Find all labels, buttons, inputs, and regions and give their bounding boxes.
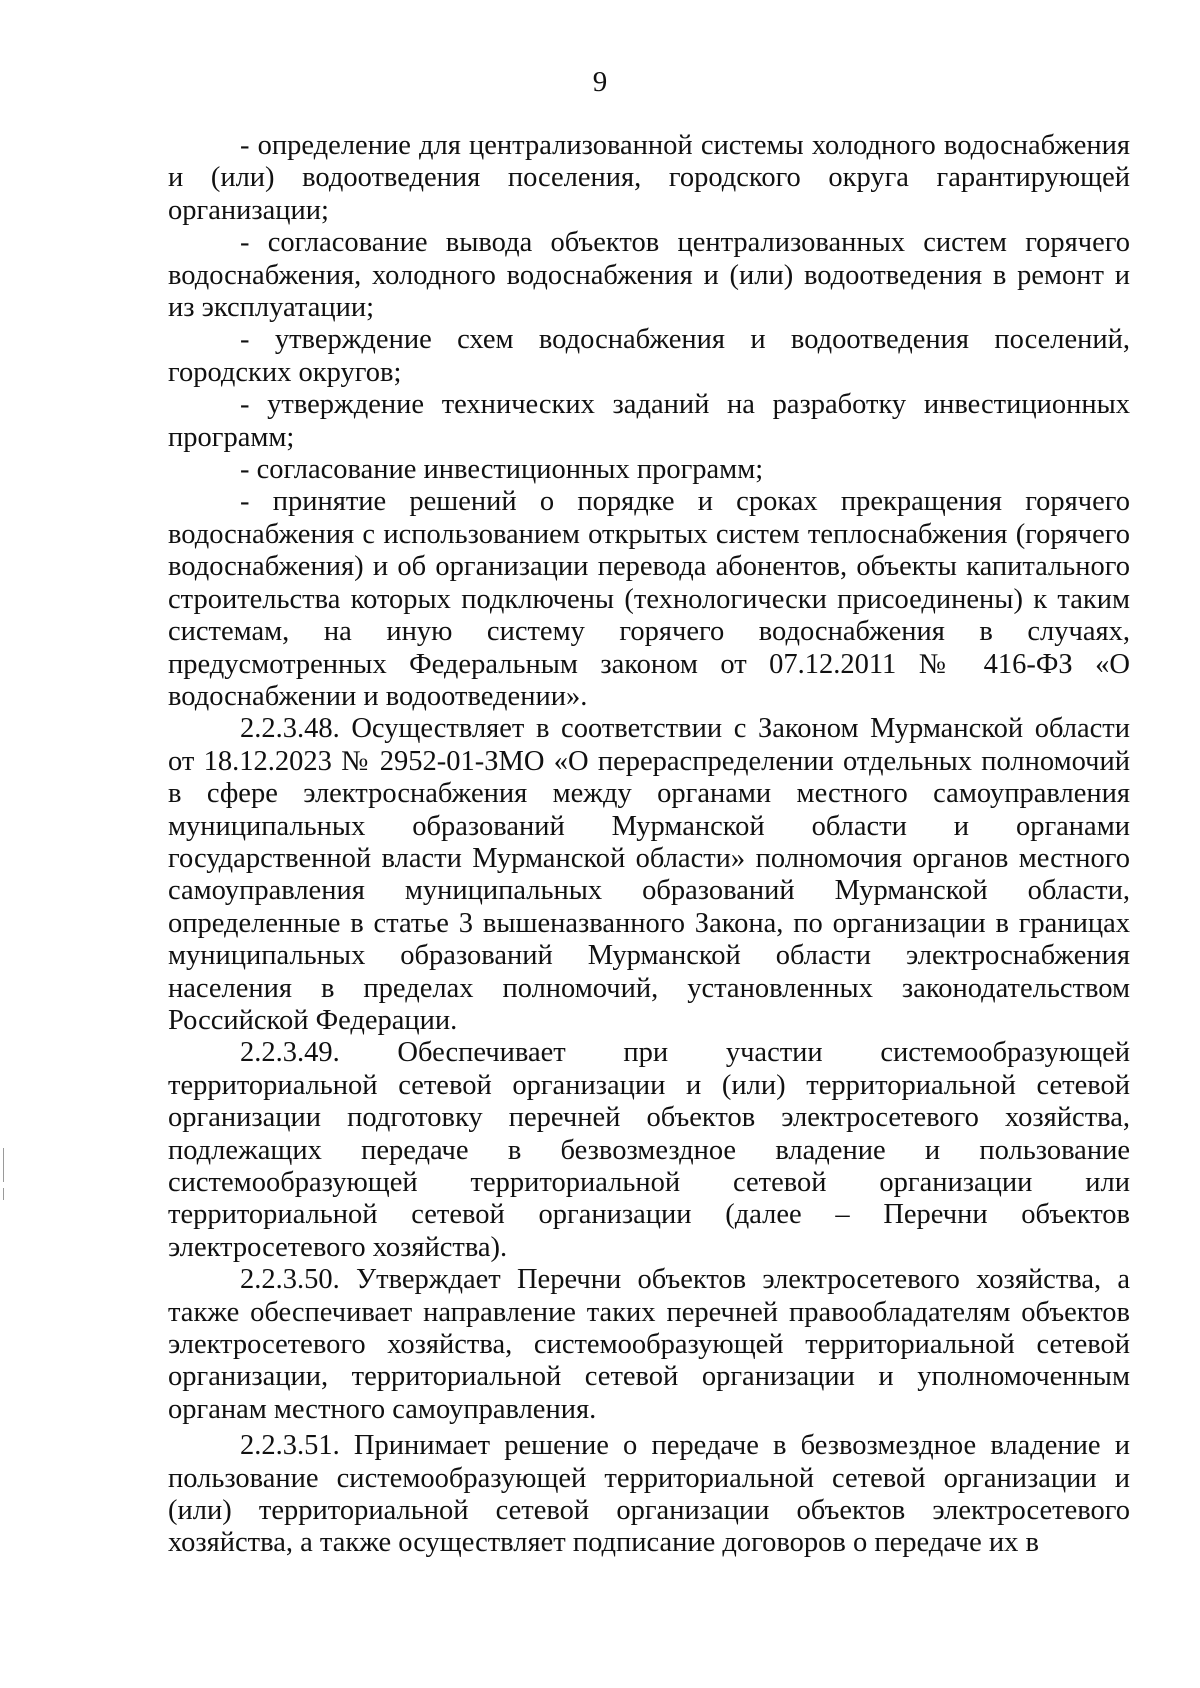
paragraph-repair-approval: - согласование вывода объектов централизованных систем горячего водоснабжения, холодного водоснабжения и (или) водоотведения в ремонт и из эксплуатации; <box>168 227 1130 324</box>
page-number: 9 <box>592 66 608 98</box>
paragraph-technical-tasks: - утверждение технических заданий на разработку инвестиционных программ; <box>168 389 1130 453</box>
paragraph-hot-water-termination: - принятие решений о порядке и сроках прекращения горячего водоснабжения с использованием открытых систем теплоснабжения (горячего водоснабжения) и об организации перевода абонентов, объекты капитального строительства которых подключены (технологически присоединены) к таким системам, на иную систему горячего водоснабжения в случаях, предусмотренных Федеральным законом от 07.12.2011 № 416-ФЗ «О водоснабжении и водоотведении». <box>168 486 1130 712</box>
paragraph-section-2-2-3-50: 2.2.3.50. Утверждает Перечни объектов электросетевого хозяйства, а также обеспечивает направление таких перечней правообладателям объектов электросетевого хозяйства, системообразующей территориальной сетевой организации, территориальной сетевой организации и уполномоченным органам местного самоуправления. <box>168 1264 1130 1425</box>
scan-edge-mark <box>3 1188 4 1200</box>
paragraph-section-2-2-3-48: 2.2.3.48. Осуществляет в соответствии с Законом Мурманской области от 18.12.2023 № 2952-01-ЗМО «О перераспределении отдельных полномочий в сфере электроснабжения между органами местного самоуправления муниципальных образований Мурманской области и органами государственной власти Мурманской области» полномочия органов местного самоуправления муниципальных образований Мурманской области, определенные в статье 3 вышеназванного Закона, по организации в границах муниципальных образований Мурманской области электроснабжения населения в пределах полномочий, установленных законодательством Российской Федерации. <box>168 713 1130 1036</box>
scan-edge-mark <box>3 1148 4 1182</box>
paragraph-investment-programs: - согласование инвестиционных программ; <box>240 454 764 486</box>
paragraph-section-2-2-3-49: 2.2.3.49. Обеспечивает при участии системообразующей территориальной сетевой организации и (или) территориальной сетевой организации подготовку перечней объектов электросетевого хозяйства, подлежащих передаче в безвозмездное владение и пользование системообразующей территориальной сетевой организации или территориальной сетевой организации (далее – Перечни объектов электросетевого хозяйства). <box>168 1037 1130 1263</box>
paragraph-schemes-approval: - утверждение схем водоснабжения и водоотведения поселений, городских округов; <box>168 324 1130 388</box>
paragraph-guaranteeing-organization: - определение для централизованной системы холодного водоснабжения и (или) водоотведения поселения, городского округа гарантирующей организации; <box>168 130 1130 226</box>
paragraph-section-2-2-3-51: 2.2.3.51. Принимает решение о передаче в безвозмездное владение и пользование системообразующей территориальной сетевой организации и (или) территориальной сетевой организации объектов электросетевого хозяйства, а также осуществляет подписание договоров о передаче их в <box>168 1430 1130 1559</box>
document-body <box>168 130 1130 1560</box>
